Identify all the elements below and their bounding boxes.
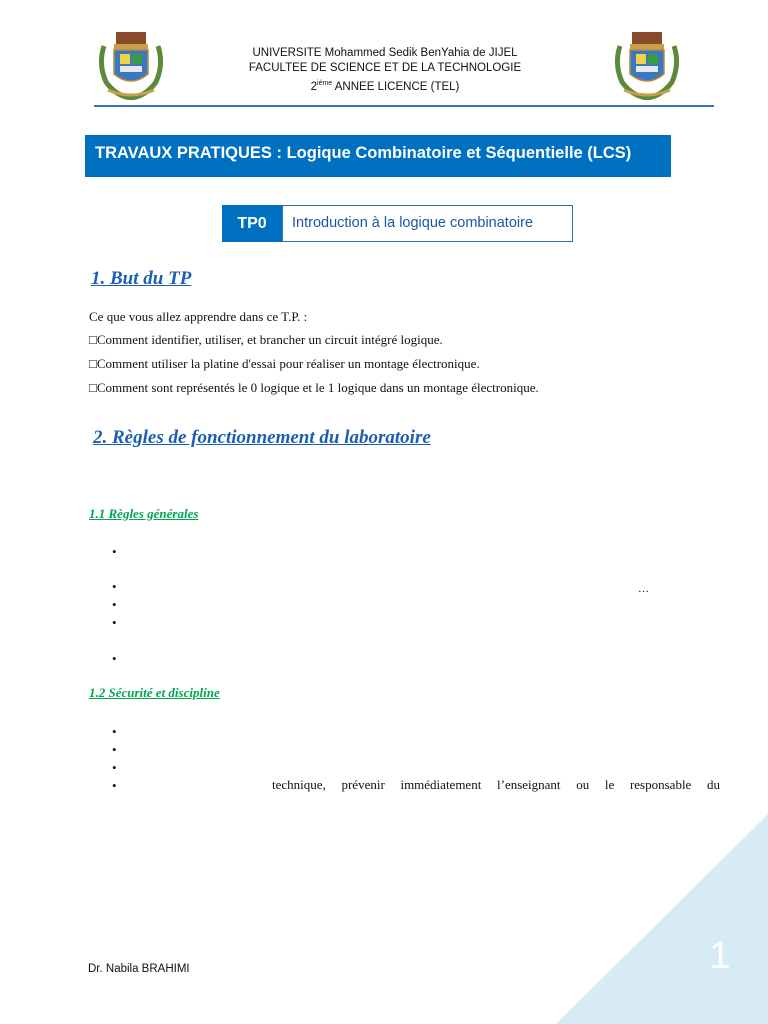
section-heading-goal: 1. But du TP [91, 268, 192, 289]
bullet-icon: • [112, 742, 117, 757]
list-item: □Comment utiliser la platine d'essai pour réaliser un montage électronique. [89, 356, 480, 371]
section-heading-rules: 2. Règles de fonctionnement du laboratoire [93, 427, 431, 448]
university-logo-right-icon [612, 24, 682, 100]
bullet-icon: • [112, 651, 117, 666]
subsection-heading-safety: 1.2 Sécurité et discipline [89, 685, 220, 700]
footer-author: Dr. Nabila BRAHIMI [88, 963, 190, 975]
university-header [170, 46, 600, 95]
bullet-icon: • [112, 760, 117, 775]
word: prévenir [341, 777, 385, 792]
word: immédiatement [400, 777, 482, 792]
tp-title: Introduction à la logique combinatoire [282, 205, 573, 242]
bullet-icon: • [112, 615, 117, 630]
subsection-heading-general-rules: 1.1 Règles générales [89, 506, 199, 521]
word: technique, [272, 777, 326, 792]
header-level-suffix: iéme [317, 80, 333, 87]
word: l’enseignant [497, 777, 561, 792]
header-level-text: ANNEE LICENCE (TEL) [332, 80, 460, 93]
bullet-icon: • [112, 544, 117, 559]
corner-decoration [556, 814, 768, 1024]
bullet-icon: • [112, 724, 117, 739]
word: responsable [629, 777, 692, 792]
list-item: □Comment sont représentés le 0 logique et le 1 logique dans un montage électronique. [89, 380, 539, 395]
header-line-level [170, 76, 600, 95]
word: du [707, 777, 720, 792]
bullet-icon: • [112, 597, 117, 612]
list-item: □Comment identifier, utiliser, et brancher un circuit intégré logique. [89, 332, 443, 347]
word: ou [576, 777, 590, 792]
bullet-icon: • [112, 579, 117, 594]
university-logo-left-icon [96, 24, 166, 100]
page-number: 1 [709, 935, 731, 977]
header-line-university: UNIVERSITE Mohammed Sedik BenYahia de JIJEL [252, 47, 518, 59]
document-title-bar: TRAVAUX PRATIQUES : Logique Combinatoire et Séquentielle (LCS) [85, 135, 671, 177]
header-line-faculty: FACULTEE DE SCIENCE ET DE LA TECHNOLOGIE [248, 62, 522, 74]
word: le [604, 777, 615, 792]
safety-text-line [272, 777, 720, 793]
header-level-number: 2 [310, 80, 318, 93]
ellipsis-text: … [638, 583, 649, 595]
section-intro: Ce que vous allez apprendre dans ce T.P. : [89, 309, 308, 324]
bullet-icon: • [112, 778, 117, 793]
tp-tag: TP0 [222, 205, 282, 242]
header-divider [94, 105, 714, 107]
